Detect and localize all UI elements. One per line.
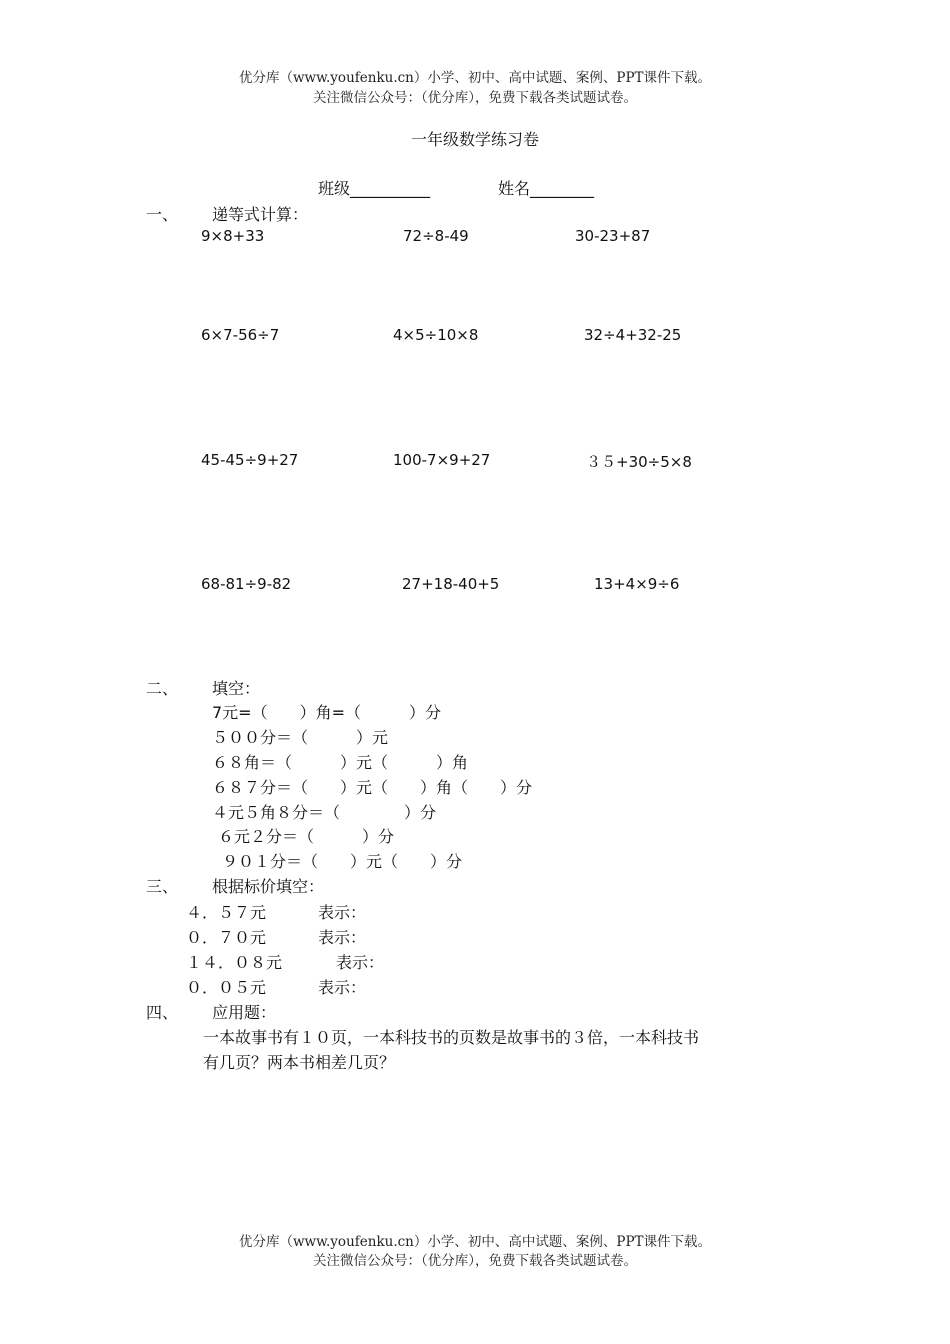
expression-4-1: 68-81÷9-82 [201,575,292,593]
footer-line-1: 优分库（www.youfenku.cn）小学、初中、高中试题、案例、PPT课件下载。 [238,1234,712,1250]
header-line-1: 优分库（www.youfenku.cn）小学、初中、高中试题、案例、PPT课件下载。 [238,70,712,86]
section1-number: 一、 [146,205,179,224]
section4-number: 四、 [146,1003,179,1022]
expression-3-1: 45-45÷9+27 [201,451,299,469]
fill-blank-line: ９０１分＝（ ）元（ ）分 [222,852,463,871]
word-problem-line-1: 一本故事书有１０页，一本科技书的页数是故事书的３倍，一本科技书 [203,1028,700,1047]
footer-line-2: 关注微信公众号：（优分库），免费下载各类试题试卷。 [313,1253,637,1269]
section1-heading: 递等式计算： [212,205,309,224]
page-title: 一年级数学练习卷 [410,130,539,149]
expression-2-3: 32÷4+32-25 [584,326,682,344]
section2-number: 二、 [146,679,179,698]
price-item: ０．０５元 [186,978,267,997]
section3-number: 三、 [146,877,179,896]
section3-heading: 根据标价填空： [212,877,325,896]
section2-heading: 填空： [212,679,261,698]
expression-1-2: 72÷8-49 [403,227,469,245]
price-label: 表示： [318,903,367,922]
fill-blank-line: ６８角＝（ ）元（ ）角 [212,753,469,772]
fill-blank-line: ５００分＝（ ）元 [212,728,389,747]
price-label: 表示： [318,978,367,997]
fill-blank-line: ６元２分＝（ ）分 [218,827,395,846]
expression-2-2: 4×5÷10×8 [393,326,479,344]
header-line-2: 关注微信公众号：（优分库），免费下载各类试题试卷。 [313,90,637,106]
expression-4-2: 27+18-40+5 [402,575,500,593]
fill-blank-line: ４元５角８分＝（ ）分 [212,803,437,822]
fill-blank-line: ６８７分＝（ ）元（ ）角（ ）分 [212,778,533,797]
price-item: ４．５７元 [186,903,267,922]
expression-1-3: 30-23+87 [575,227,651,245]
fill-blank-line: 7元=（ ）角=（ ）分 [212,703,441,722]
price-item: ０．７０元 [186,928,267,947]
expression-3-2: 100-7×9+27 [393,451,491,469]
class-field-label: 班级__________ [318,179,431,198]
expression-1-1: 9×8+33 [201,227,265,245]
price-label: 表示： [318,928,367,947]
price-label: 表示： [336,953,385,972]
word-problem-line-2: 有几页？两本书相差几页？ [203,1053,396,1072]
expression-2-1: 6×7-56÷7 [201,326,280,344]
expression-4-3: 13+4×9÷6 [594,575,680,593]
section4-heading: 应用题： [212,1003,277,1022]
price-item: １４．０８元 [186,953,283,972]
name-field-label: 姓名________ [498,179,595,198]
expression-3-3: ３５+30÷5×8 [586,453,692,471]
